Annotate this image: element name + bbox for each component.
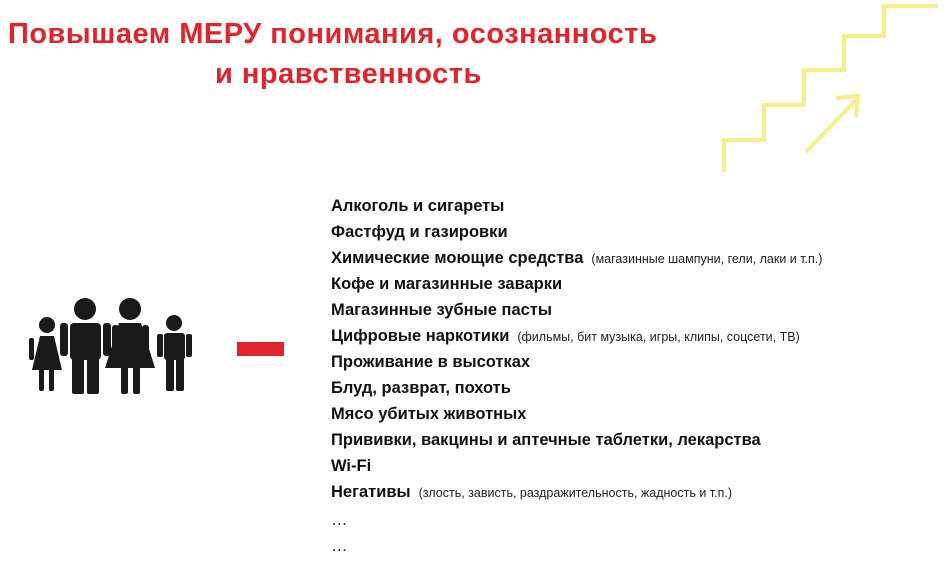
family-icon — [26, 292, 196, 397]
page-title — [8, 14, 828, 94]
item-note: (магазинные шампуни, гели, лаки и т.п.) — [591, 252, 823, 266]
list-item: Блуд, разврат, похоть — [331, 379, 511, 397]
list-item: Wi-Fi — [331, 457, 372, 475]
list-item: Химические моющие средства (магазинные шампуни, гели, лаки и т.п.) — [331, 249, 823, 267]
harmful-items-list — [331, 193, 822, 557]
list-item: Мясо убитых животных — [331, 405, 527, 423]
item-note: (злость, зависть, раздражительность, жадность и т.п.) — [418, 486, 732, 500]
list-item: Кофе и магазинные заварки — [331, 275, 563, 293]
minus-sign-icon — [237, 342, 284, 356]
list-item: Негативы (злость, зависть, раздражительность, жадность и т.п.) — [331, 483, 732, 501]
list-item: Цифровые наркотики (фильмы, бит музыка, игры, клипы, соцсети, ТВ) — [331, 327, 800, 345]
stairs-arrow-icon — [718, 0, 943, 180]
ellipsis: … — [331, 511, 348, 529]
title-line-2: и нравственность — [215, 58, 482, 90]
item-note: (фильмы, бит музыка, игры, клипы, соцсети, ТВ) — [517, 330, 800, 344]
list-item: Фастфуд и газировки — [331, 223, 508, 241]
list-item: Прививки, вакцины и аптечные таблетки, лекарства — [331, 431, 761, 449]
list-item: Проживание в высотках — [331, 353, 531, 371]
title-line-1: Повышаем МЕРУ понимания, осознанность — [8, 18, 658, 50]
ellipsis: … — [331, 537, 348, 555]
list-item: Магазинные зубные пасты — [331, 301, 552, 319]
list-item: Алкоголь и сигареты — [331, 197, 505, 215]
